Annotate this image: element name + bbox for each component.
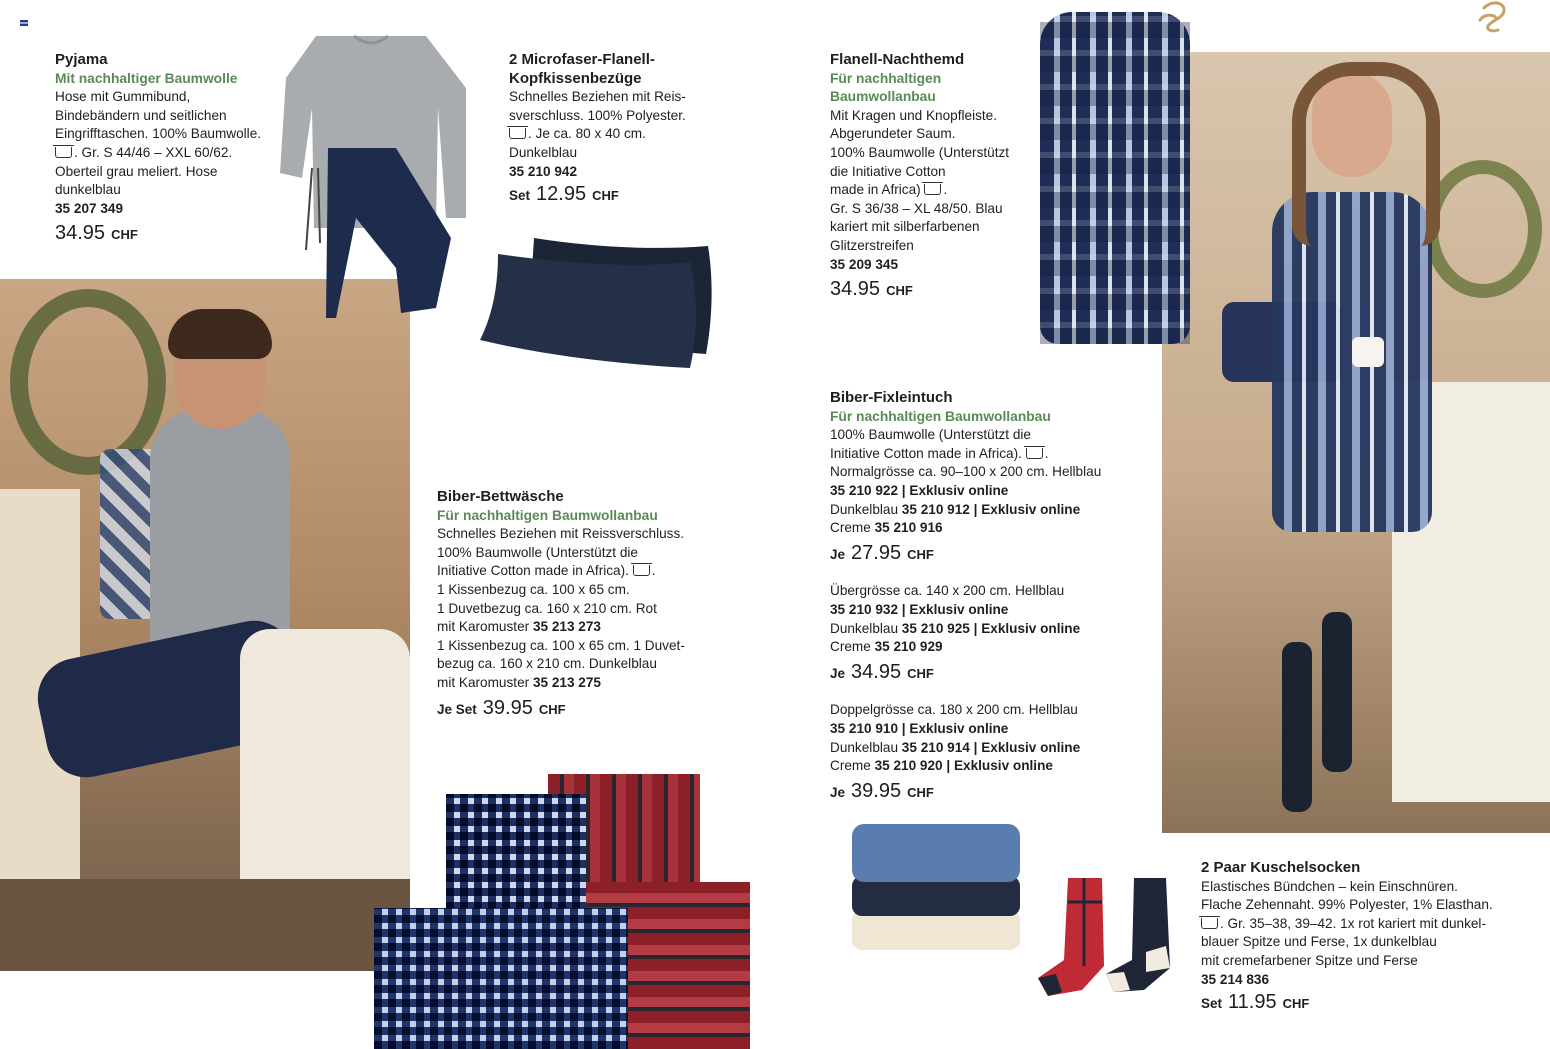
price-currency: CHF [907, 546, 934, 562]
fitted-sheet-size-intro: Übergrösse ca. 140 x 200 cm. Hellblau [830, 583, 1065, 599]
pillowcase-title-line2: Kopfkissenbezüge [509, 69, 642, 87]
pillowcase-article-number: 35 210 942 [509, 163, 578, 179]
nightshirt-desc-line: 100% Baumwolle (Unterstützt [830, 144, 1010, 160]
pyjama-product-block [55, 51, 285, 245]
pillowcase-size-text: . Je ca. 80 x 40 cm. [528, 126, 646, 142]
nightshirt-desc-line: Gr. S 36/38 – XL 48/50. Blau [830, 200, 1003, 216]
fitted-sheet-product-block [830, 389, 1130, 802]
bedding-desc-line: 1 Kissenbezug ca. 100 x 65 cm. 1 Duvet- [437, 637, 685, 653]
fitted-sheet-variant [830, 638, 1130, 657]
variant-color: Dunkelblau [830, 620, 899, 636]
plaid-nightshirt-product-image [1040, 12, 1190, 344]
plaid-overlay [1040, 12, 1190, 344]
fitted-sheet-variant: 35 210 932 | Exklusiv online [830, 601, 1009, 617]
fitted-sheet-africa-text: Initiative Cotton made in Africa). [830, 445, 1022, 461]
fitted-sheet-variant: 35 210 922 | Exklusiv online [830, 482, 1009, 498]
pyjama-title: Pyjama [55, 51, 108, 68]
fitted-sheet-variant: 35 210 910 | Exklusiv online [830, 720, 1009, 736]
blue-pillow [446, 794, 586, 924]
nightshirt-title: Flanell-Nachthemd [830, 51, 965, 68]
variant-text: mit Karomuster [437, 674, 530, 690]
pyjama-desc-line: Eingrifftaschen. 100% Baumwolle. [55, 126, 262, 142]
washing-symbol-icon [1026, 448, 1043, 459]
fitted-sheet-variant [830, 739, 1130, 758]
pyjama-desc-line: dunkelblau [55, 182, 121, 198]
cream-sheet [852, 910, 1020, 950]
washing-symbol-icon [509, 128, 526, 139]
price-currency: CHF [538, 701, 566, 717]
washing-symbol-icon [633, 565, 650, 576]
wreath-decoration [10, 289, 166, 475]
price-currency: CHF [907, 665, 934, 681]
navy-sock [1322, 612, 1352, 772]
price-prefix: Je [830, 784, 846, 800]
pyjama-desc-line: Oberteil grau meliert. Hose [55, 163, 218, 179]
variant-color: Creme [830, 758, 871, 774]
price-value: 11.95 [1228, 991, 1277, 1014]
nightshirt-desc-line: die Initiative Cotton [830, 163, 946, 179]
pillowcase-product-block [509, 51, 719, 206]
socks-product-image [1034, 872, 1184, 1000]
socks-desc-line: Flache Zehennaht. 99% Polyester, 1% Elasthan. [1201, 897, 1493, 913]
variant-article: 35 210 925 | Exklusiv online [901, 620, 1081, 636]
navy-pillows-product-image [478, 232, 714, 372]
variant-text: mit Karomuster [437, 619, 530, 635]
variant-article: 35 210 916 [874, 520, 943, 536]
pyjama-size-text: . Gr. S 44/46 – XXL 60/62. [74, 144, 233, 160]
price-currency: CHF [886, 283, 913, 299]
man-in-pyjama-photo [0, 279, 410, 971]
price-currency: CHF [111, 227, 138, 243]
navy-sock [1282, 642, 1312, 812]
price-prefix: Set [1201, 996, 1223, 1012]
coffee-bean-logo-icon [1474, 0, 1510, 34]
long-hair [1292, 62, 1440, 246]
nightshirt-article-number: 35 209 345 [830, 256, 899, 272]
carpet [0, 879, 410, 971]
socks-desc-line: mit cremefarbener Spitze und Ferse [1201, 952, 1418, 968]
price-value: 34.95 [55, 222, 106, 245]
fitted-sheet-title: Biber-Fixleintuch [830, 389, 953, 406]
price-currency: CHF [1282, 996, 1310, 1012]
nightshirt-product-block [830, 51, 1045, 301]
bedding-desc-line: 100% Baumwolle (Unterstützt die [437, 544, 638, 560]
price-value: 27.95 [851, 541, 902, 564]
pillowcase-size-row [509, 125, 719, 144]
language-flag-icon [20, 20, 28, 26]
fitted-sheet-price-normal [830, 541, 1130, 565]
socks-desc-line: Elastisches Bündchen – kein Einschnüren. [1201, 878, 1458, 894]
mug [1352, 337, 1384, 367]
price-currency: CHF [907, 784, 934, 800]
pyjama-price [55, 224, 285, 245]
hair [168, 309, 272, 359]
price-value: 34.95 [851, 660, 902, 683]
variant-article: 35 213 273 [532, 619, 601, 635]
bedding-title: Biber-Bettwäsche [437, 488, 564, 505]
variant-color: Dunkelblau [830, 501, 899, 517]
fitted-sheet-desc-line: 100% Baumwolle (Unterstützt die [830, 427, 1031, 443]
washing-symbol-icon [1201, 918, 1218, 929]
price-value: 34.95 [830, 278, 881, 301]
bedding-subtitle: Für nachhaltigen Baumwollanbau [437, 507, 658, 523]
socks-product-block [1201, 859, 1521, 1014]
nightshirt-desc-line: Glitzerstreifen [830, 237, 914, 253]
variant-color: Creme [830, 639, 871, 655]
nightshirt-africa-row: made in Africa) . [830, 182, 948, 198]
pillowcase-color: Dunkelblau [509, 144, 578, 160]
nightshirt-subtitle-line2: Baumwollanbau [830, 89, 936, 105]
blue-duvet [374, 908, 628, 1049]
bedding-desc-line: 1 Kissenbezug ca. 100 x 65 cm. [437, 581, 630, 597]
bedding-price [437, 696, 707, 720]
price-currency: CHF [592, 188, 619, 204]
variant-article: 35 210 912 | Exklusiv online [901, 501, 1081, 517]
price-value: 39.95 [851, 779, 902, 802]
variant-article: 35 210 914 | Exklusiv online [901, 739, 1081, 755]
fitted-sheet-variant [830, 519, 1130, 538]
nightshirt-desc-line: Mit Kragen und Knopfleiste. [830, 107, 998, 123]
fitted-sheet-variant [830, 757, 1130, 776]
socks-price [1201, 993, 1521, 1014]
wreath-decoration [1424, 160, 1542, 298]
nightshirt-price [830, 280, 1045, 301]
plaid-bedding-product-image [374, 772, 750, 1049]
variant-article: 35 210 929 [874, 639, 943, 655]
fitted-sheet-size-intro: Doppelgrösse ca. 180 x 200 cm. Hellblau [830, 702, 1078, 718]
pyjama-subtitle: Mit nachhaltiger Baumwolle [55, 70, 238, 86]
bedding-blue-variant [437, 674, 707, 693]
price-prefix: Je [830, 665, 846, 681]
nightshirt-desc-line: kariert mit silberfarbenen [830, 219, 980, 235]
grey-shirt [150, 409, 290, 659]
navy-sheet [852, 876, 1020, 916]
fitted-sheet-variant [830, 501, 1130, 520]
grey-pyjama-product-image [276, 28, 468, 320]
socks-size-text: . Gr. 35–38, 39–42. 1x rot kariert mit dunkel- [1220, 915, 1486, 931]
woman-in-nightshirt-photo [1162, 52, 1550, 833]
price-prefix: Set [509, 188, 531, 204]
nightshirt-africa-text: made in Africa) [830, 182, 921, 198]
nightshirt-desc-line: Abgerundeter Saum. [830, 126, 956, 142]
washing-symbol-icon [924, 184, 941, 195]
variant-article: 35 210 920 | Exklusiv online [874, 758, 1053, 774]
variant-color: Creme [830, 520, 871, 536]
bedding-desc-line: Schnelles Beziehen mit Reissverschluss. [437, 526, 685, 542]
pillowcase-title-line1: 2 Microfaser-Flanell- [509, 51, 655, 68]
socks-desc-line: blauer Spitze und Ferse, 1x dunkelblau [1201, 934, 1437, 950]
pyjama-article-number: 35 207 349 [55, 200, 124, 216]
price-prefix: Je [830, 546, 846, 562]
pyjama-size-row [55, 144, 285, 163]
bedding-desc-line: bezug ca. 160 x 210 cm. Dunkelblau [437, 656, 657, 672]
price-value: 39.95 [482, 696, 533, 719]
washing-symbol-icon [55, 147, 72, 158]
variant-color: Dunkelblau [830, 739, 899, 755]
fitted-sheet-subtitle: Für nachhaltigen Baumwollanbau [830, 408, 1051, 424]
pyjama-desc-line: Bindebändern und seitlichen [55, 107, 227, 123]
socks-title: 2 Paar Kuschelsocken [1201, 859, 1361, 876]
variant-article: 35 213 275 [532, 674, 601, 690]
socks-size-row [1201, 915, 1521, 934]
fitted-sheet-africa-row: Initiative Cotton made in Africa). . [830, 445, 1049, 461]
pillowcase-desc-line: Schnelles Beziehen mit Reis- [509, 89, 686, 105]
pillowcase-desc-line: sverschluss. 100% Polyester. [509, 107, 686, 123]
bedding-desc-line: 1 Duvetbezug ca. 160 x 210 cm. Rot [437, 600, 657, 616]
socks-article-number: 35 214 836 [1201, 971, 1270, 987]
pyjama-desc-line: Hose mit Gummibund, [55, 89, 191, 105]
price-value: 12.95 [536, 183, 587, 206]
fitted-sheet-price-large [830, 660, 1130, 684]
bedding-africa-text: Initiative Cotton made in Africa). [437, 563, 629, 579]
fitted-sheet-desc-line: Normalgrösse ca. 90–100 x 200 cm. Hellblau [830, 464, 1102, 480]
bedding-product-block [437, 488, 707, 719]
bedding-africa-row: Initiative Cotton made in Africa). . [437, 563, 656, 579]
pillowcase-price [509, 185, 719, 206]
fitted-sheet-price-double [830, 779, 1130, 803]
price-prefix: Je Set [437, 701, 477, 717]
bedding-red-variant [437, 618, 707, 637]
fitted-sheet-variant [830, 620, 1130, 639]
nightshirt-subtitle-line1: Für nachhaltigen [830, 70, 942, 86]
light-blue-sheet [852, 824, 1020, 882]
folded-fitted-sheets-product-image [848, 820, 1024, 956]
